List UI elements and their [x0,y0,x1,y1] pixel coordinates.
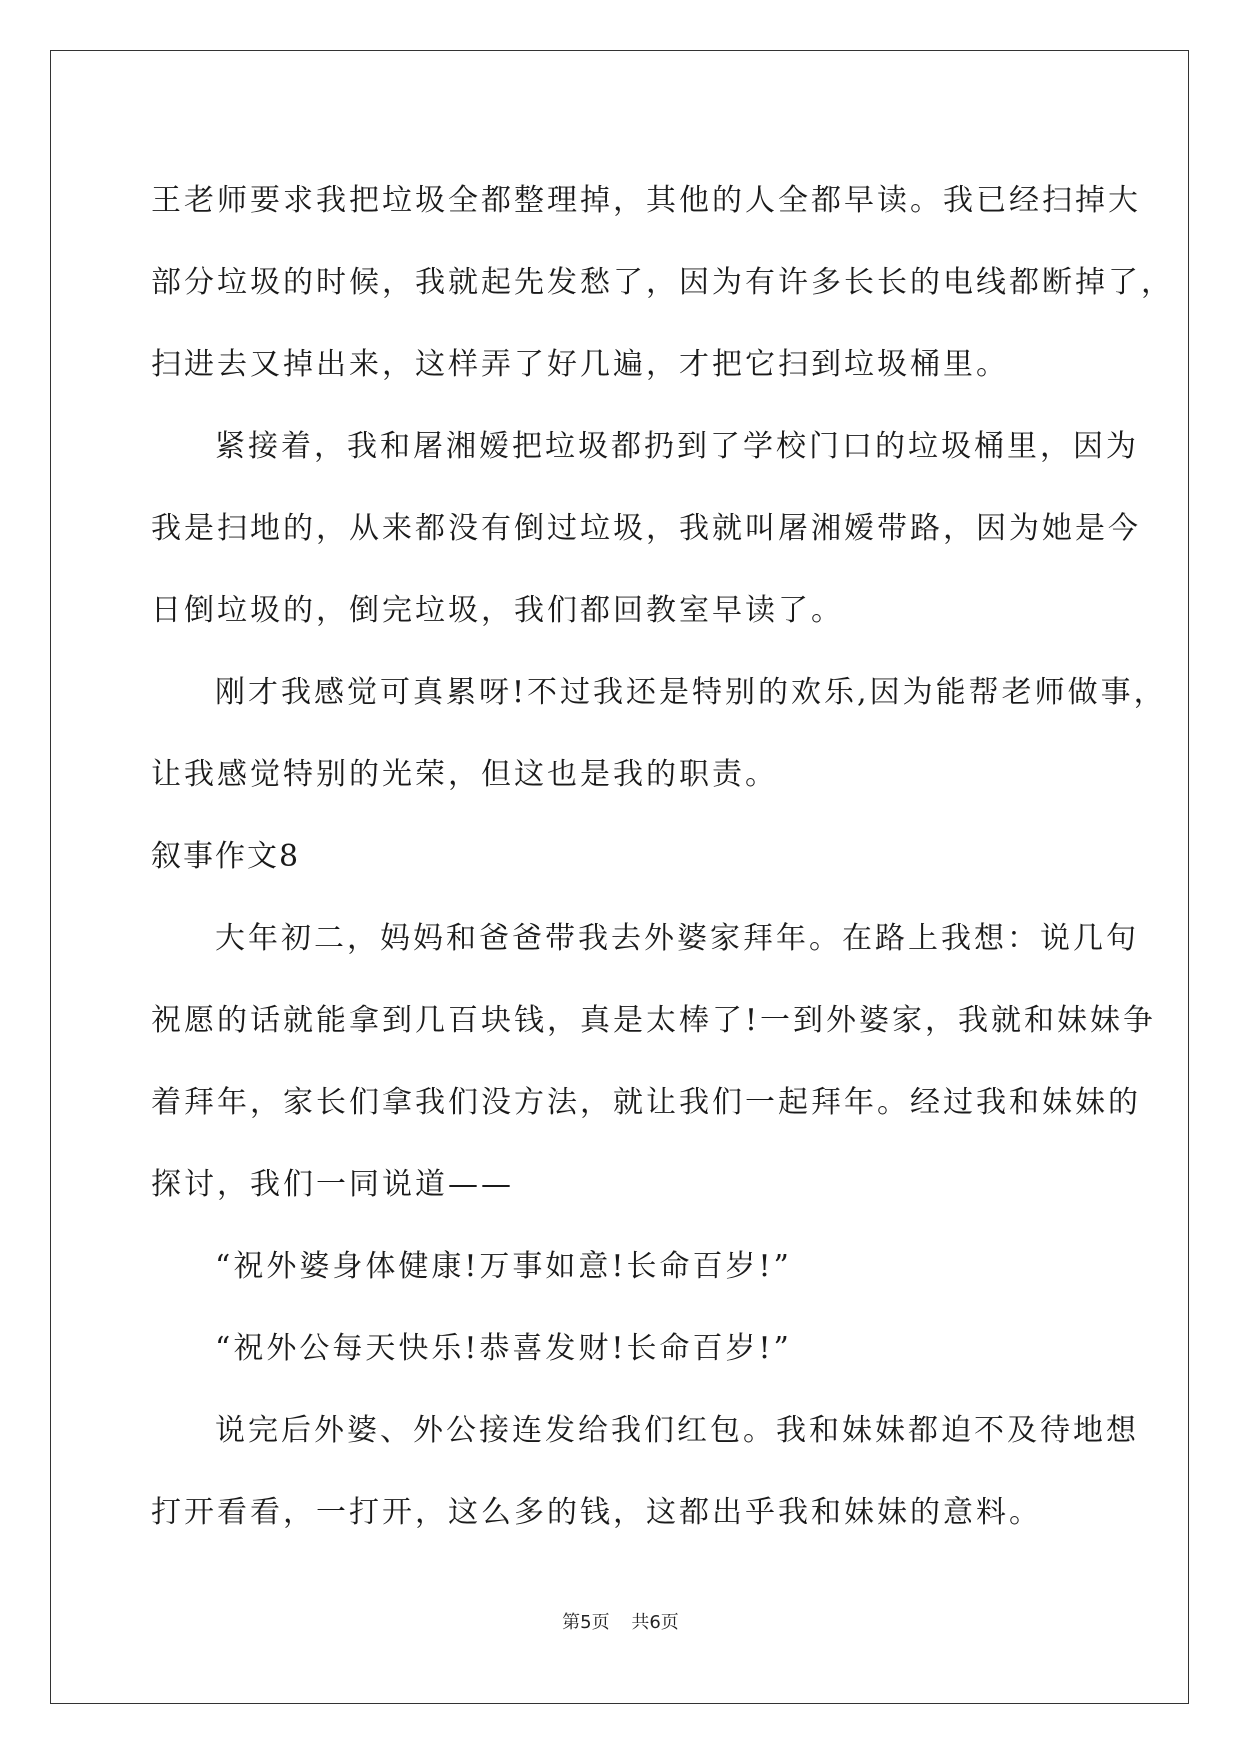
section-heading: 叙事作文8 [151,839,301,874]
text-line: 祝愿的话就能拿到几百块钱，真是太棒了!一到外婆家，我就和妹妹争 [151,1003,1157,1038]
text-line: 王老师要求我把垃圾全都整理掉，其他的人全都早读。我已经扫掉大 [151,183,1141,218]
text-line: 打开看看，一打开，这么多的钱，这都出乎我和妹妹的意料。 [151,1495,1042,1530]
paragraph-start-line: 大年初二，妈妈和爸爸带我去外婆家拜年。在路上我想：说几句 [215,921,1139,956]
page-footer [0,1608,1241,1634]
text-line: 让我感觉特别的光荣，但这也是我的职责。 [151,757,778,792]
document-body [151,160,1174,1554]
text-line: 扫进去又掉出来，这样弄了好几遍，才把它扫到垃圾桶里。 [151,347,1009,382]
page-number-current: 第5页 [562,1612,610,1633]
text-line: 部分垃圾的时候，我就起先发愁了，因为有许多长长的电线都断掉了， [151,265,1174,300]
paragraph-start-line: 紧接着，我和屠湘嫒把垃圾都扔到了学校门口的垃圾桶里，因为 [215,429,1139,464]
text-line: 日倒垃圾的，倒完垃圾，我们都回教室早读了。 [151,593,844,628]
text-line: 探讨，我们一同说道—— [151,1167,514,1202]
text-line: 着拜年，家长们拿我们没方法，就让我们一起拜年。经过我和妹妹的 [151,1085,1141,1120]
quote-line: “祝外公每天快乐!恭喜发财!长命百岁!” [215,1331,792,1366]
quote-line: “祝外婆身体健康!万事如意!长命百岁!” [215,1249,792,1284]
text-line: 我是扫地的，从来都没有倒过垃圾，我就叫屠湘嫒带路，因为她是今 [151,511,1141,546]
paragraph-start-line: 刚才我感觉可真累呀!不过我还是特别的欢乐,因为能帮老师做事， [215,675,1167,710]
paragraph-start-line: 说完后外婆、外公接连发给我们红包。我和妹妹都迫不及待地想 [215,1413,1139,1448]
page-number-total: 共6页 [631,1612,679,1633]
